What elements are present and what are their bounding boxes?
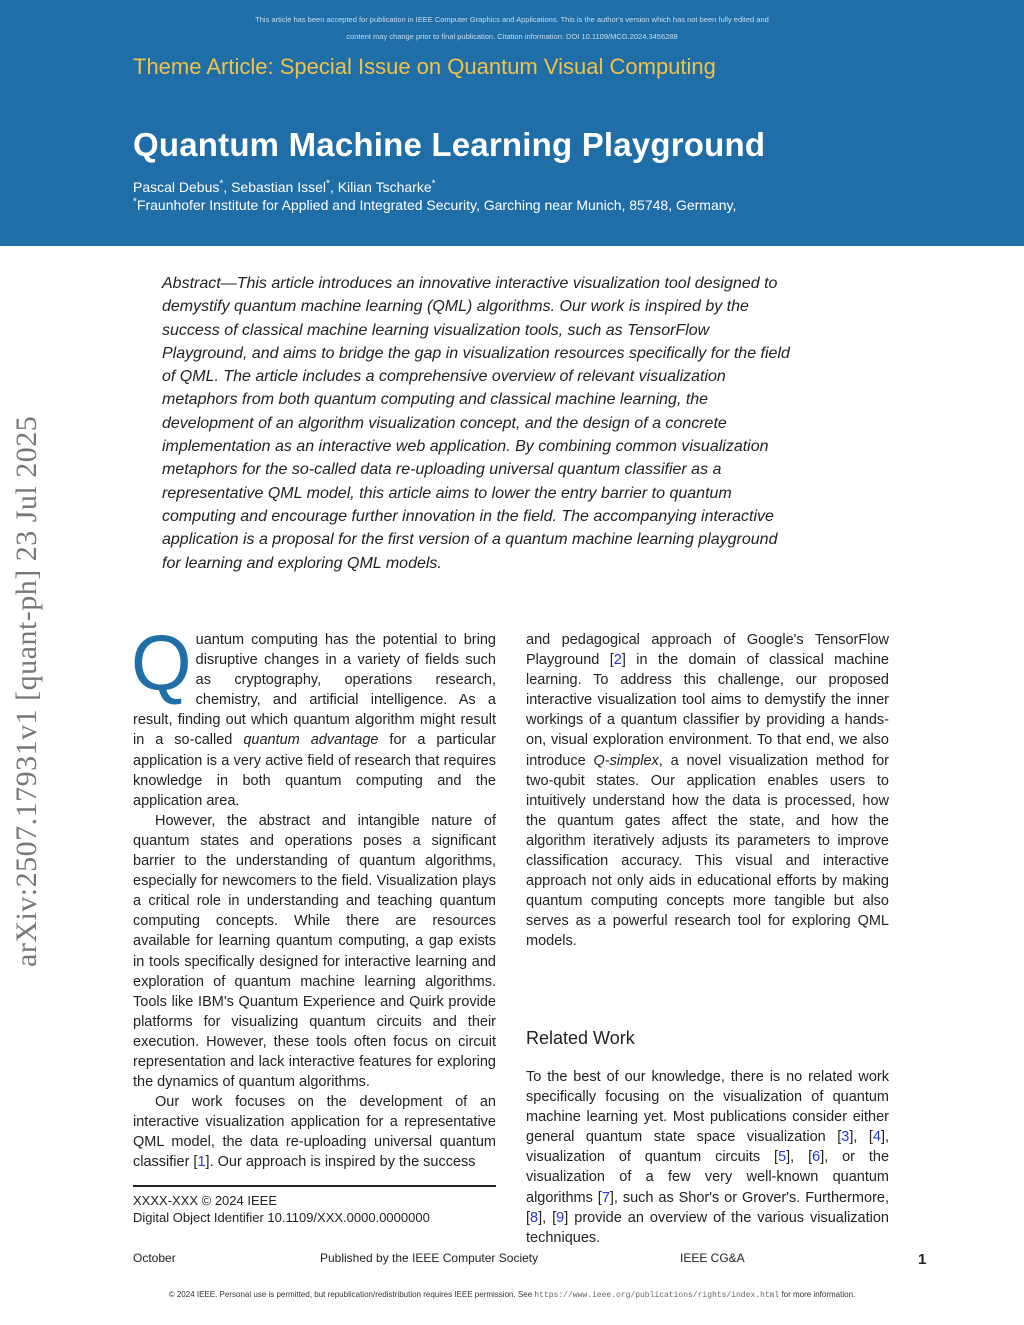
related-work-text <box>526 1067 889 1248</box>
paragraph-text: ] in the domain of classical machine learning. To address this challenge, our proposed interactive visualization tool aims to demystify the inner workings of a quantum classifier by providing a hands-on, visual exploration environment. To that end, we also introduce <box>526 652 889 769</box>
abstract-text: This article introduces an innovative interactive visualization tool designed to demystify quantum machine learning (QML) algorithms. Our work is inspired by the success of classical machine learning visualization tools, such as TensorFlow Playground, and aims to bridge the gap in visualization resources specifically for the field of QML. The article includes a comprehensive overview of relevant visualization metaphors from both quantum computing and classical machine learning, the development of an algorithm visualization concept, and the design of a concrete implementation as an interactive web application. By combining common visualization metaphors for the so-called data re-uploading universal quantum classifier as a representative QML model, this article aims to lower the entry barrier to quantum computing and encourage further innovation in the field. The accompanying interactive application is a proposal for the first version of a quantum machine learning playground for learning and exploring QML models. <box>162 275 790 572</box>
footer-publisher: Published by the IEEE Computer Society <box>320 1251 539 1265</box>
citation-link[interactable]: 4 <box>872 1129 881 1146</box>
paragraph-text: ]. Our approach is inspired by the success <box>205 1154 476 1171</box>
intro-text: uantum computing has the potential to bring disruptive changes in a variety of fields such as cryptography, operations research, chemistry, and artificial intelligence. As a result, finding out which quantum algorithm might result in a so-called <box>133 632 496 749</box>
paragraph-text: ], [ <box>786 1149 813 1166</box>
paper-title: Quantum Machine Learning Playground <box>133 126 766 163</box>
paragraph-text: ], [ <box>849 1129 873 1146</box>
paragraph-text: and pedagogical approach of Google's TensorFlow Playground [ <box>526 632 889 669</box>
notice-text: © 2024 IEEE. Personal use is permitted, but republication/redistribution requires IEEE permission. See <box>168 1290 535 1299</box>
footer-journal: IEEE CG&A <box>680 1251 745 1265</box>
right-column <box>526 630 889 952</box>
intro-text: for a particular application is a very active field of research that requires knowledge in both quantum computing and the application area. <box>133 732 496 809</box>
doi-line: Digital Object Identifier 10.1109/XXX.0000.0000000 <box>133 1210 430 1225</box>
author-name: Kilian Tscharke <box>337 179 432 195</box>
abstract <box>162 272 790 575</box>
author-name: Sebastian Issel <box>231 179 327 195</box>
citation-link[interactable]: 2 <box>613 652 622 669</box>
page-number: 1 <box>918 1251 927 1268</box>
acceptance-notice-line1: This article has been accepted for publication in IEEE Computer Graphics and Applications. This is the author's version which has not been fully edited and <box>255 15 769 24</box>
paragraph-text: To the best of our knowledge, there is no related work specifically focusing on the visualization of quantum machine learning yet. Most publications consider either general quantum state space visualization [ <box>526 1069 889 1146</box>
citation-link[interactable]: 6 <box>812 1149 821 1166</box>
left-column <box>131 619 496 1173</box>
paragraph-text: ], [ <box>538 1209 557 1226</box>
citation-link[interactable]: 8 <box>530 1209 539 1226</box>
paragraph-text: Our work focuses on the development of an interactive visualization application for a representative QML model, the data re-uploading universal quantum classifier [ <box>133 1094 496 1171</box>
author-name: Pascal Debus <box>133 179 220 195</box>
acceptance-notice-line2: content may change prior to final publication. Citation information: DOI 10.1109/MCG.2024.3456288 <box>346 32 678 41</box>
paragraph <box>133 1092 496 1172</box>
paragraph-text: ], or the visualization of a few very well-known quantum algorithms [ <box>526 1149 890 1206</box>
rights-link[interactable]: https://www.ieee.org/publications/rights/index.html <box>534 1291 780 1300</box>
arxiv-stamp: arXiv:2507.17931v1 [quant-ph] 23 Jul 2025 <box>10 415 43 967</box>
theme-article-label: Theme Article: Special Issue on Quantum Visual Computing <box>133 54 716 79</box>
copyright-divider <box>133 1185 496 1187</box>
paragraph-text: ] provide an overview of the various visualization techniques. <box>526 1209 889 1246</box>
section-heading: Related Work <box>526 1028 635 1048</box>
title-banner <box>0 0 1024 246</box>
drop-cap: Q <box>131 619 192 707</box>
citation-link[interactable]: 9 <box>556 1209 565 1226</box>
author-list: Pascal Debus*, Sebastian Issel*, Kilian Tscharke* <box>133 178 436 195</box>
paragraph-text: ], visualization of quantum circuits [ <box>526 1129 889 1166</box>
abstract-label: Abstract— <box>162 275 237 292</box>
copyright-line: XXXX-XXX © 2024 IEEE <box>133 1193 277 1208</box>
citation-link[interactable]: 5 <box>778 1149 787 1166</box>
paragraph: However, the abstract and intangible nature of quantum states and operations poses a significant barrier to the understanding of quantum algorithms, especially for newcomers to the field. Visualization plays a critical role in understanding and teaching quantum computing concepts. While there are resources available for learning quantum computing, a gap exists in tools specifically designed for interactive learning and exploration of quantum machine learning algorithms. Tools like IBM's Quantum Experience and Quirk provide platforms for visualizing quantum circuits and their execution. However, these tools often focus on circuit representation and lack interactive features for exploring the dynamics of quantum algorithms. <box>133 812 496 1091</box>
citation-link[interactable]: 7 <box>601 1189 610 1206</box>
notice-text: for more information. <box>779 1290 856 1299</box>
emphasis-text: quantum advantage <box>243 732 379 749</box>
bottom-copyright-notice <box>0 1290 1024 1300</box>
paragraph-text: , a novel visualization method for two-qubit states. Our application enables users to intuitively understand how the data is processed, how the quantum gates affect the state, and how the algorithm iteratively adjusts its parameters to improve classification accuracy. This visual and interactive approach not only aids in educational efforts by making quantum computing concepts more tangible but also serves as a powerful research tool for exploring QML models. <box>526 752 889 950</box>
footer-month: October <box>133 1251 176 1265</box>
affiliation: *Fraunhofer Institute for Applied and Integrated Security, Garching near Munich, 85748, Germany, <box>133 196 737 213</box>
citation-link[interactable]: 3 <box>841 1129 850 1146</box>
citation-link[interactable]: 1 <box>197 1154 206 1171</box>
affiliation-text: Fraunhofer Institute for Applied and Integrated Security, Garching near Munich, 85748, Germany, <box>136 197 737 213</box>
emphasis-text: Q-simplex <box>593 752 659 769</box>
paragraph-text: ], such as Shor's or Grover's. Furthermore, [ <box>526 1189 890 1226</box>
